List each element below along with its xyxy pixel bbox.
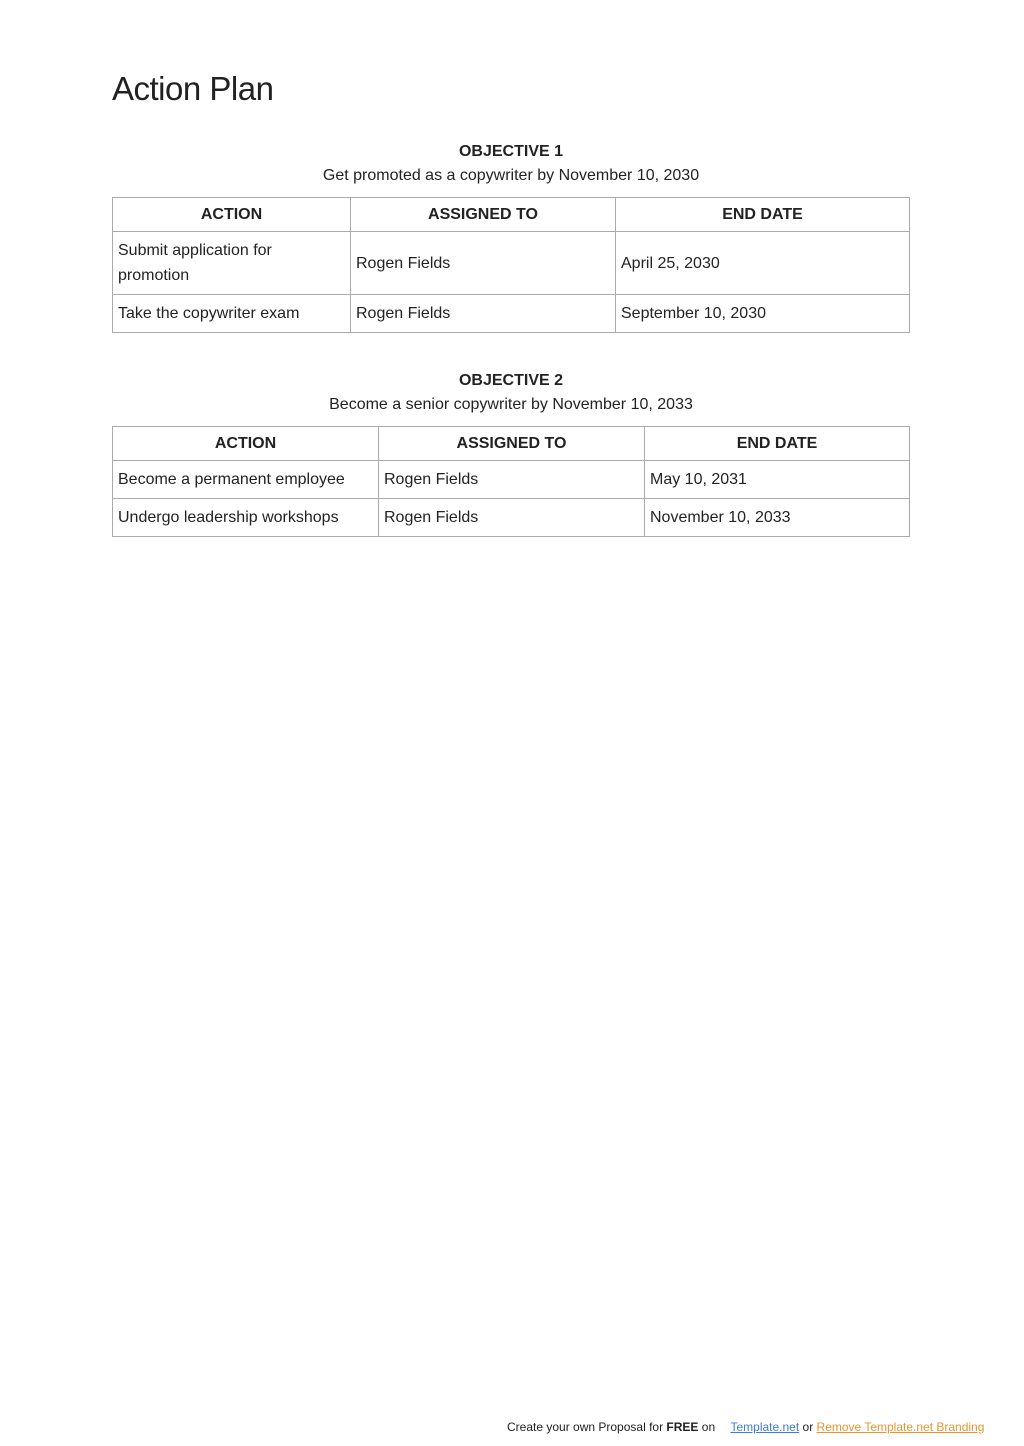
cell-assigned: Rogen Fields: [379, 461, 645, 499]
footer-free: FREE: [666, 1420, 699, 1434]
cell-action: Become a permanent employee: [113, 461, 379, 499]
cell-assigned: Rogen Fields: [379, 499, 645, 537]
cell-action: Submit application for promotion: [113, 232, 351, 295]
action-table: [112, 426, 910, 537]
objective-title: OBJECTIVE 2: [458, 372, 564, 389]
objective-title: OBJECTIVE 1: [458, 143, 564, 160]
objective-2: [112, 370, 910, 537]
cell-end-date: November 10, 2033: [645, 499, 910, 537]
objective-1: [112, 141, 910, 333]
cell-action: Undergo leadership workshops: [113, 499, 379, 537]
table-row: [113, 499, 910, 537]
footer-on: on: [698, 1420, 716, 1434]
table-row: [113, 295, 910, 333]
cell-end-date: April 25, 2030: [616, 232, 910, 295]
cell-end-date: September 10, 2030: [616, 295, 910, 333]
cell-assigned: Rogen Fields: [351, 295, 616, 333]
header-action: ACTION: [113, 427, 379, 461]
cell-action: Take the copywriter exam: [113, 295, 351, 333]
objective-description: Become a senior copywriter by November 10, 2033: [329, 396, 693, 413]
cell-end-date: May 10, 2031: [645, 461, 910, 499]
cell-assigned: Rogen Fields: [351, 232, 616, 295]
page-title: Action Plan: [112, 70, 274, 107]
header-end-date: END DATE: [645, 427, 910, 461]
objective-description: Get promoted as a copywriter by November 10, 2030: [322, 167, 700, 184]
action-table: [112, 197, 910, 333]
header-action: ACTION: [113, 198, 351, 232]
footer-or: or: [799, 1420, 817, 1434]
footer-text: Create your own Proposal for: [507, 1420, 667, 1434]
branding-footer: [507, 1420, 984, 1434]
table-row: [113, 232, 910, 295]
header-end-date: END DATE: [616, 198, 910, 232]
header-assigned: ASSIGNED TO: [351, 198, 616, 232]
table-row: [113, 461, 910, 499]
template-net-link[interactable]: Template.net: [730, 1420, 800, 1434]
table-header-row: [113, 427, 910, 461]
remove-branding-link[interactable]: Remove Template.net Branding: [816, 1420, 985, 1434]
table-header-row: [113, 198, 910, 232]
header-assigned: ASSIGNED TO: [379, 427, 645, 461]
